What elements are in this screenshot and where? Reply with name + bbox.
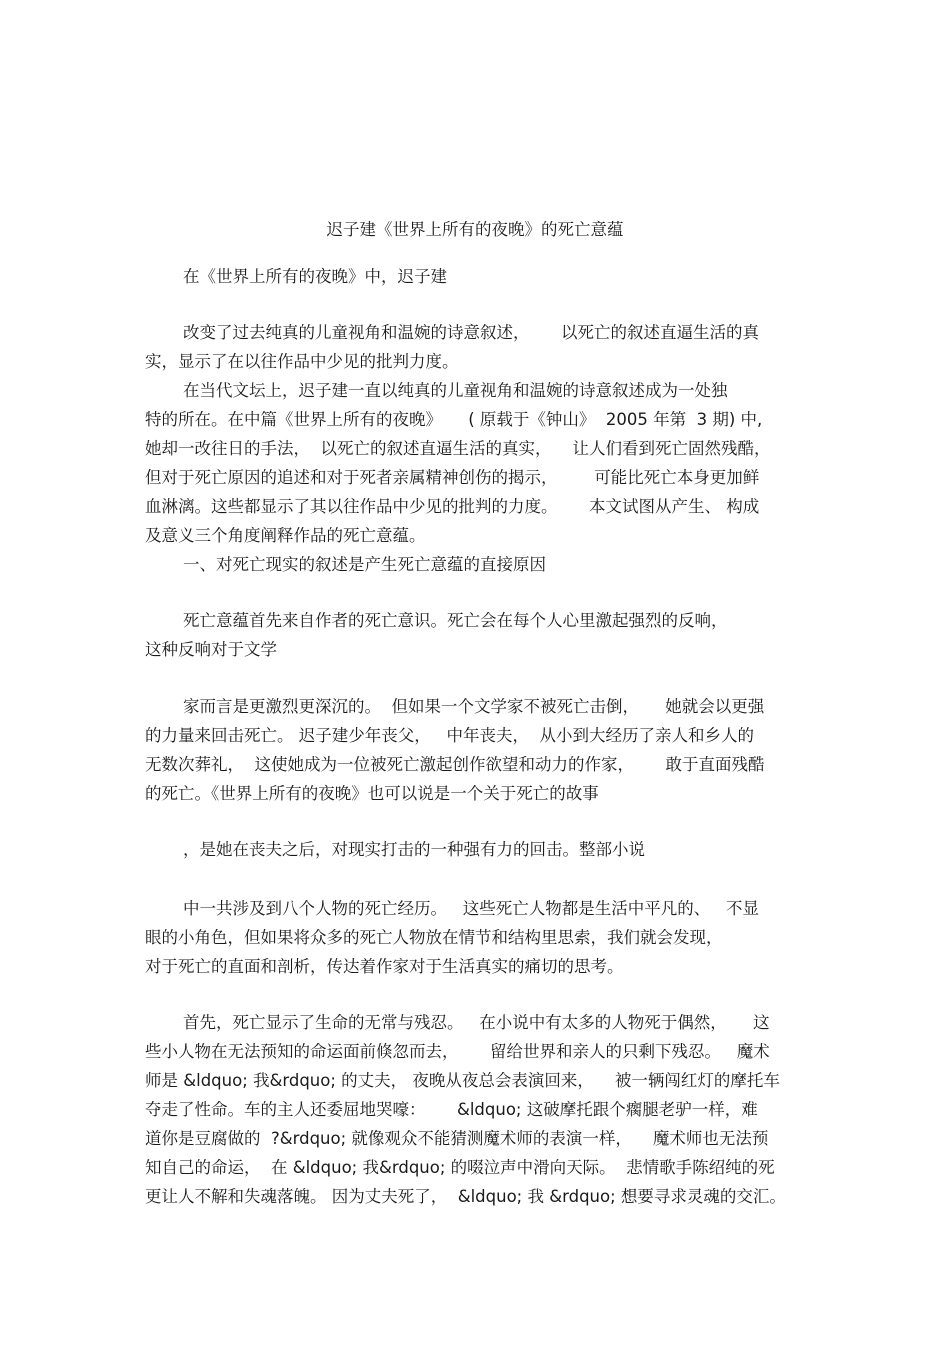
text-line: 首先，死亡显示了生命的无常与残忍。 在小说中有太多的人物死于偶然， 这 xyxy=(183,1013,770,1032)
text-line: 的死亡。《世界上所有的夜晚》也可以说是一个关于死亡的故事 xyxy=(145,784,599,803)
text-line: 及意义三个角度阐释作品的死亡意蕴。 xyxy=(145,526,426,545)
text-line: 夺走了性命。车的主人还委屈地哭嚎： &ldquo; 这破摩托跟个瘸腿老驴一样，难 xyxy=(145,1100,758,1119)
text-line: 这种反响对于文学 xyxy=(145,640,277,659)
document-title: 迟子建《世界上所有的夜晚》的死亡意蕴 xyxy=(326,220,624,239)
text-line: 中一共涉及到八个人物的死亡经历。 这些死亡人物都是生活中平凡的、 不显 xyxy=(183,899,759,918)
text-line: 无数次葬礼， 这使她成为一位被死亡激起创作欲望和动力的作家， 敢于直面残酷 xyxy=(145,755,765,774)
text-line: 师是 &ldquo; 我&rdquo; 的丈夫， 夜晚从夜总会表演回来， 被一辆闯红灯的摩托车 xyxy=(145,1071,780,1090)
text-line: 眼的小角色，但如果将众多的死亡人物放在情节和结构里思索，我们就会发现， xyxy=(145,928,723,947)
text-line: 血淋漓。这些都显示了其以往作品中少见的批判的力度。 本文试图从产生、 构成 xyxy=(145,497,760,516)
text-line: 更让人不解和失魂落魄。 因为丈夫死了， &ldquo; 我 &rdquo; 想要寻求灵魂的交汇。 xyxy=(145,1187,786,1206)
text-line: 死亡意蕴首先来自作者的死亡意识。死亡会在每个人心里激起强烈的反响， xyxy=(183,611,728,630)
text-line: 在《世界上所有的夜晚》中，迟子建 xyxy=(183,267,447,286)
text-line: 对于死亡的直面和剖析，传达着作家对于生活真实的痛切的思考。 xyxy=(145,957,624,976)
text-line: 家而言是更激烈更深沉的。 但如果一个文学家不被死亡击倒， 她就会以更强 xyxy=(183,697,765,716)
text-line: 她却一改往日的手法， 以死亡的叙述直逼生活的真实， 让人们看到死亡固然残酷， xyxy=(145,439,771,458)
text-line: ，是她在丧夫之后，对现实打击的一种强有力的回击。整部小说 xyxy=(183,840,645,859)
text-line: 实，显示了在以往作品中少见的批判力度。 xyxy=(145,352,459,371)
text-line: 道你是豆腐做的 ?&rdquo; 就像观众不能猜测魔术师的表演一样， 魔术师也无法预 xyxy=(145,1129,769,1148)
section-heading: 一、对死亡现实的叙述是产生死亡意蕴的直接原因 xyxy=(183,555,546,574)
text-line: 的力量来回击死亡。 迟子建少年丧父， 中年丧夫， 从小到大经历了亲人和乡人的 xyxy=(145,726,754,745)
text-line: 知自己的命运， 在 &ldquo; 我&rdquo; 的啜泣声中滑向天际。 悲情歌手陈绍纯的死 xyxy=(145,1158,775,1177)
text-line: 特的所在。在中篇《世界上所有的夜晚》 ( 原载于《钟山》 2005 年第 3 期) 中, xyxy=(145,410,763,429)
text-line: 但对于死亡原因的追述和对于死者亲属精神创伤的揭示， 可能比死亡本身更加鲜 xyxy=(145,468,760,487)
text-line: 些小人物在无法预知的命运面前倏忽而去， 留给世界和亲人的只剩下残忍。 魔术 xyxy=(145,1042,770,1061)
text-line: 改变了过去纯真的儿童视角和温婉的诗意叙述， 以死亡的叙述直逼生活的真 xyxy=(183,323,759,342)
text-line: 在当代文坛上，迟子建一直以纯真的儿童视角和温婉的诗意叙述成为一处独 xyxy=(183,381,728,400)
